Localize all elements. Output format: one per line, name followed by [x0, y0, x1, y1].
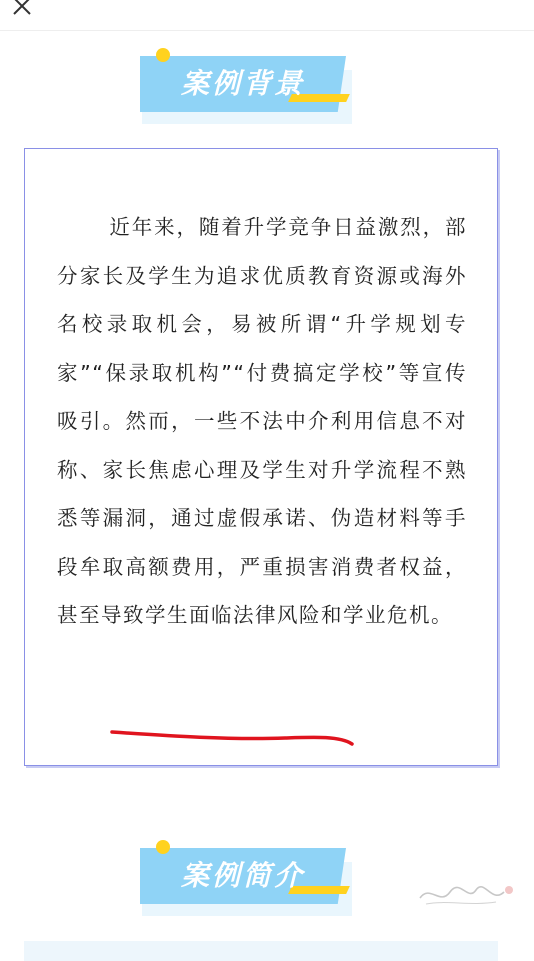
section-title-intro	[140, 840, 360, 920]
paragraph-text: 近年来，随着升学竞争日益激烈，部分家长及学生为追求优质教育资源或海外名校录取机会，易被所谓“升学规划专家”“保录取机构”“付费搞定学校”等宣传吸引。然而，一些不法中介利用信息不对称、家长焦虑心理及学生对升学流程不熟悉等漏洞，通过虚假承诺、伪造材料等手段牟取高额费用，严重损害消费者权益，甚至导致学生面临	[57, 215, 467, 627]
yellow-dot-icon	[156, 48, 170, 62]
red-underline-annotation	[110, 722, 355, 752]
section-title-text: 案例简介	[180, 859, 305, 892]
top-bar	[0, 0, 534, 31]
yellow-dot-icon	[156, 840, 170, 854]
paragraph-end: 。	[431, 603, 453, 627]
case-background-card	[24, 148, 498, 766]
watermark-logo-icon	[416, 878, 516, 912]
highlighted-phrase: 法律风险和学业危机	[233, 603, 431, 627]
section-title-background	[140, 48, 360, 128]
close-icon[interactable]	[10, 0, 34, 18]
case-intro-card	[24, 941, 498, 961]
case-background-paragraph	[57, 203, 467, 640]
section-title-text: 案例背景	[180, 67, 305, 100]
